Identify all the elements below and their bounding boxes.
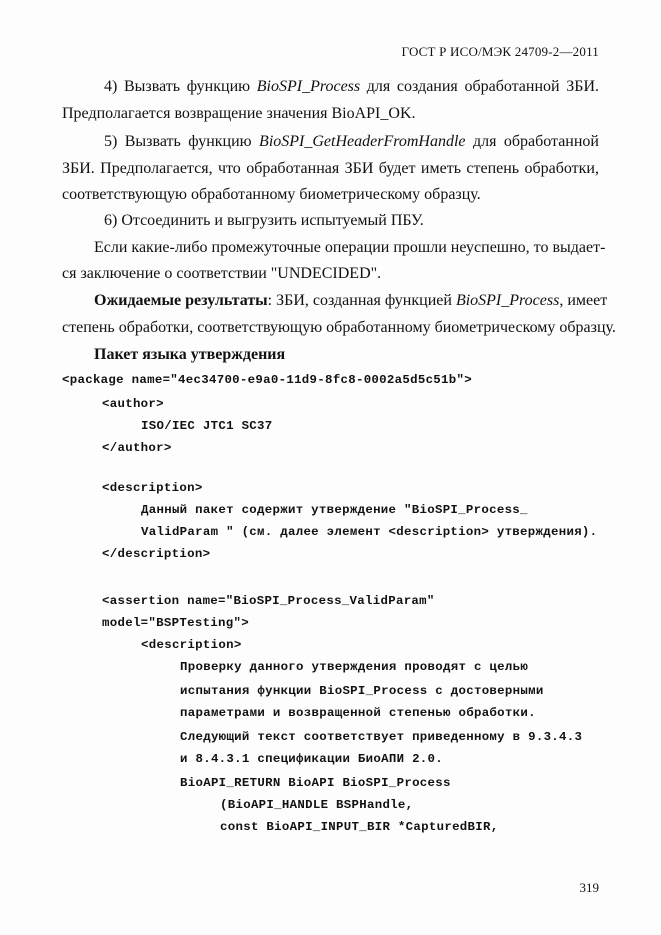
page-number: 319 (579, 880, 599, 895)
expected-text-a: : ЗБИ, созданная функцией (267, 292, 456, 309)
step-4-function: BioSPI_Process (256, 78, 361, 95)
step-5-function: BioSPI_GetHeaderFromHandle (259, 133, 466, 150)
code-line-description-close: </description> (102, 547, 211, 561)
code-line-assertion-model: model="BSPTesting"> (102, 616, 249, 630)
code-line-assertion-text-3: параметрами и возвращенной степенью обработки. (180, 706, 536, 720)
step-6-line: 6) Отсоединить и выгрузить испытуемый ПБУ. (104, 212, 424, 229)
fail-note-line-2: ся заключение о соответствии "UNDECIDED". (62, 265, 382, 282)
step-5-line-1 (62, 133, 599, 151)
step-4-line-2: Предполагается возвращение значения BioAPI_OK. (62, 105, 416, 122)
step-5-prefix: 5) Вызвать функцию (104, 133, 260, 150)
code-line-assertion-text-4: Следующий текст соответствует приведенному в 9.3.4.3 (180, 730, 583, 744)
expected-line-1 (62, 292, 608, 310)
code-line-description-text-2: ValidParam " (см. далее элемент <description> утверждения). (141, 525, 598, 539)
step-5-line-2: ЗБИ. Предполагается, что обработанная ЗБИ будет иметь степень обработки, (62, 160, 599, 177)
page-header: ГОСТ Р ИСО/МЭК 24709-2—2011 (401, 44, 599, 59)
code-line-function-signature: BioAPI_RETURN BioAPI BioSPI_Process (180, 776, 451, 790)
code-line-param-1: (BioAPI_HANDLE BSPHandle, (220, 798, 414, 812)
code-line-assertion-text-2: испытания функции BioSPI_Process с достоверными (180, 684, 544, 698)
expected-text-b: , имеет (559, 292, 608, 309)
expected-label: Ожидаемые результаты (94, 292, 268, 309)
step-4-prefix: 4) Вызвать функцию (104, 78, 257, 95)
code-line-assertion-text-5: и 8.4.3.1 спецификации БиоАПИ 2.0. (180, 752, 444, 766)
code-line-assertion-description-open: <description> (141, 638, 242, 652)
code-line-package: <package name="4ec34700-e9a0-11d9-8fc8-0002a5d5c51b"> (62, 373, 472, 387)
code-line-description-text-1: Данный пакет содержит утверждение "BioSPI_Process_ (141, 503, 528, 517)
code-line-description-open: <description> (102, 481, 203, 495)
expected-function: BioSPI_Process (455, 292, 560, 309)
step-5-line-3: соответствующую обработанному биометрическому образцу. (62, 186, 481, 203)
code-line-author-open: <author> (102, 397, 164, 411)
expected-line-2: степень обработки, соответствующую обработанному биометрическому образцу. (62, 319, 616, 336)
step-4-line-1 (62, 78, 599, 96)
code-line-author-value: ISO/IEC JTC1 SC37 (141, 419, 273, 433)
code-line-assertion-open: <assertion name="BioSPI_Process_ValidParam" (102, 594, 435, 608)
code-line-author-close: </author> (102, 441, 172, 455)
section-title: Пакет языка утверждения (94, 346, 286, 363)
step-5-suffix: для обработанной (465, 133, 599, 150)
step-4-suffix: для создания обработанной ЗБИ. (360, 78, 600, 95)
code-line-assertion-text-1: Проверку данного утверждения проводят с целью (180, 660, 529, 674)
code-line-param-2: const BioAPI_INPUT_BIR *CapturedBIR, (220, 820, 499, 834)
fail-note-line-1: Если какие-либо промежуточные операции прошли неуспешно, то выдает- (94, 239, 606, 256)
